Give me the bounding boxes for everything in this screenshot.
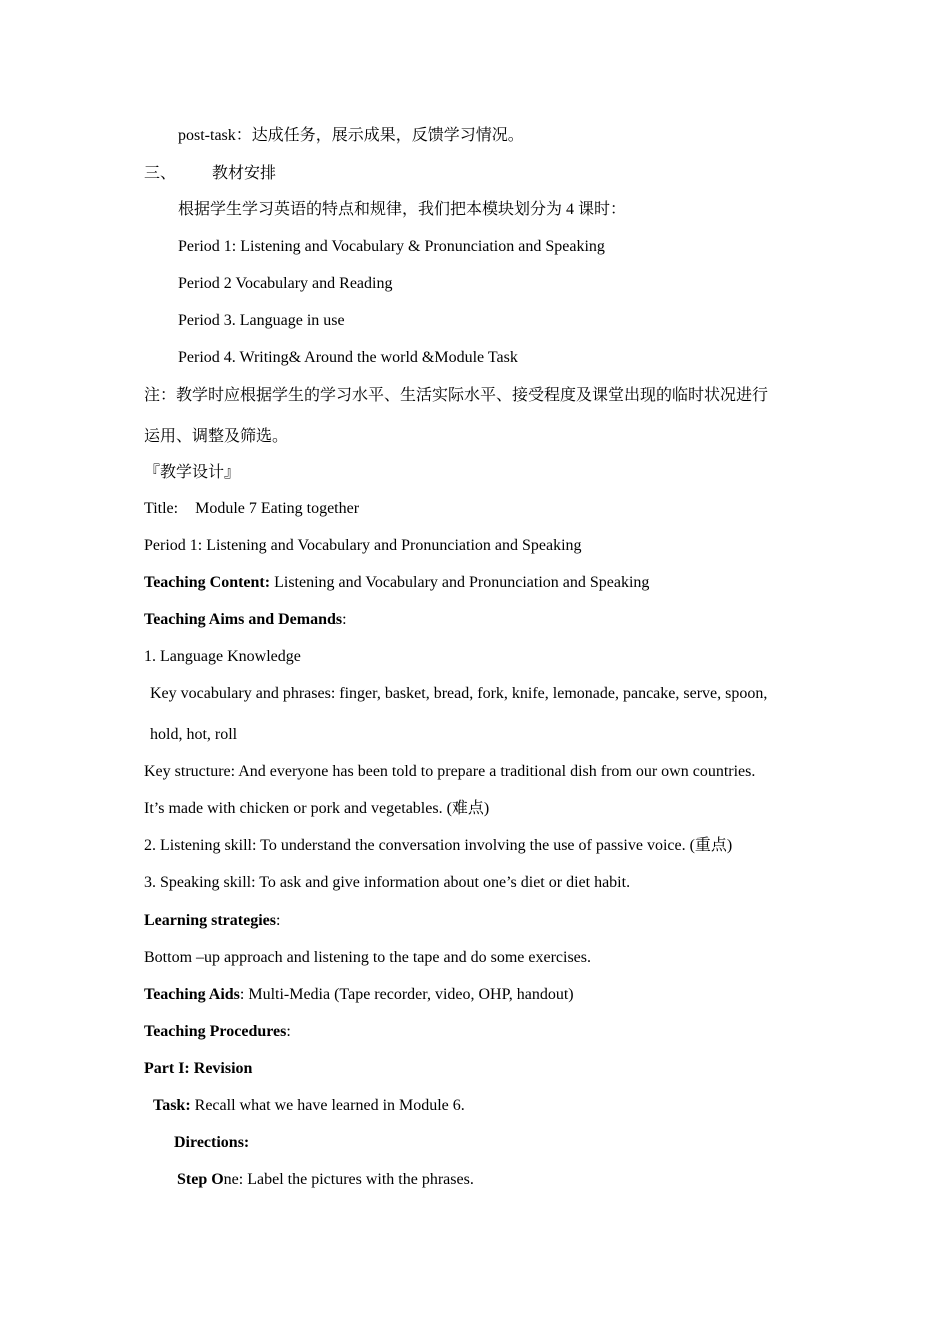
step-one-line xyxy=(177,1170,474,1190)
aims-colon: : xyxy=(342,611,347,628)
structure-line-2: It’s made with chicken or pork and vegetables. (难点) xyxy=(144,800,490,817)
task-value: Recall what we have learned in Module 6. xyxy=(190,1097,465,1114)
vocabulary-line-1: Key vocabulary and phrases: finger, basket, bread, fork, knife, lemonade, pancake, serve, spoon, xyxy=(150,685,768,702)
section-title: 教材安排 xyxy=(212,165,277,182)
design-heading: 『教学设计』 xyxy=(144,464,241,481)
step-label-rest: ne xyxy=(223,1171,239,1188)
structure-line-1: Key structure: And everyone has been told to prepare a traditional dish from our own countries. xyxy=(144,763,756,780)
teaching-aids-label: Teaching Aids xyxy=(144,986,240,1003)
section-number: 三、 xyxy=(144,165,177,182)
teaching-content-value: Listening and Vocabulary and Pronunciation and Speaking xyxy=(270,574,650,591)
period-3-item: Period 3. Language in use xyxy=(178,312,345,329)
procedures-label: Teaching Procedures xyxy=(144,1023,287,1040)
note-line-1: 注：教学时应根据学生的学习水平、生活实际水平、接受程度及课堂出现的临时状况进行 xyxy=(144,387,769,404)
period-2-item: Period 2 Vocabulary and Reading xyxy=(178,275,393,292)
step-value: : Label the pictures with the phrases. xyxy=(238,1171,474,1188)
post-task-line: post-task：达成任务，展示成果，反馈学习情况。 xyxy=(178,127,524,144)
step-label-bold: Step O xyxy=(177,1171,224,1188)
title-line xyxy=(144,499,359,519)
part-1-heading: Part I: Revision xyxy=(144,1060,253,1077)
teaching-aids-line xyxy=(144,985,574,1005)
procedures-heading xyxy=(144,1022,291,1042)
task-line xyxy=(153,1096,465,1116)
listening-skill: 2. Listening skill: To understand the conversation involving the use of passive voice. (重点) xyxy=(144,837,733,854)
speaking-skill: 3. Speaking skill: To ask and give information about one’s diet or diet habit. xyxy=(144,874,631,891)
strategies-value: Bottom –up approach and listening to the tape and do some exercises. xyxy=(144,949,591,966)
directions-heading: Directions: xyxy=(174,1134,250,1151)
teaching-content-line xyxy=(144,573,649,593)
strategies-colon: : xyxy=(275,912,281,929)
strategies-heading xyxy=(144,911,280,931)
title-value: Module 7 Eating together xyxy=(195,500,360,517)
teaching-content-label: Teaching Content: xyxy=(144,574,271,591)
period-1-line: Period 1: Listening and Vocabulary and Pronunciation and Speaking xyxy=(144,537,582,554)
aims-label: Teaching Aims and Demands xyxy=(144,611,343,628)
task-label: Task: xyxy=(153,1097,191,1114)
strategies-label: Learning strategies xyxy=(144,912,276,929)
period-4-item: Period 4. Writing& Around the world &Module Task xyxy=(178,349,518,366)
schedule-intro: 根据学生学习英语的特点和规律，我们把本模块划分为 4 课时： xyxy=(178,201,627,218)
language-knowledge: 1. Language Knowledge xyxy=(144,648,301,665)
vocabulary-line-2: hold, hot, roll xyxy=(150,726,238,743)
title-label: Title: xyxy=(144,500,179,517)
teaching-aids-value: : Multi-Media (Tape recorder, video, OHP, handout) xyxy=(239,986,574,1003)
procedures-colon: : xyxy=(286,1023,291,1040)
period-1-item: Period 1: Listening and Vocabulary & Pronunciation and Speaking xyxy=(178,238,605,255)
aims-heading xyxy=(144,610,347,630)
note-line-2: 运用、调整及筛选。 xyxy=(144,428,289,445)
